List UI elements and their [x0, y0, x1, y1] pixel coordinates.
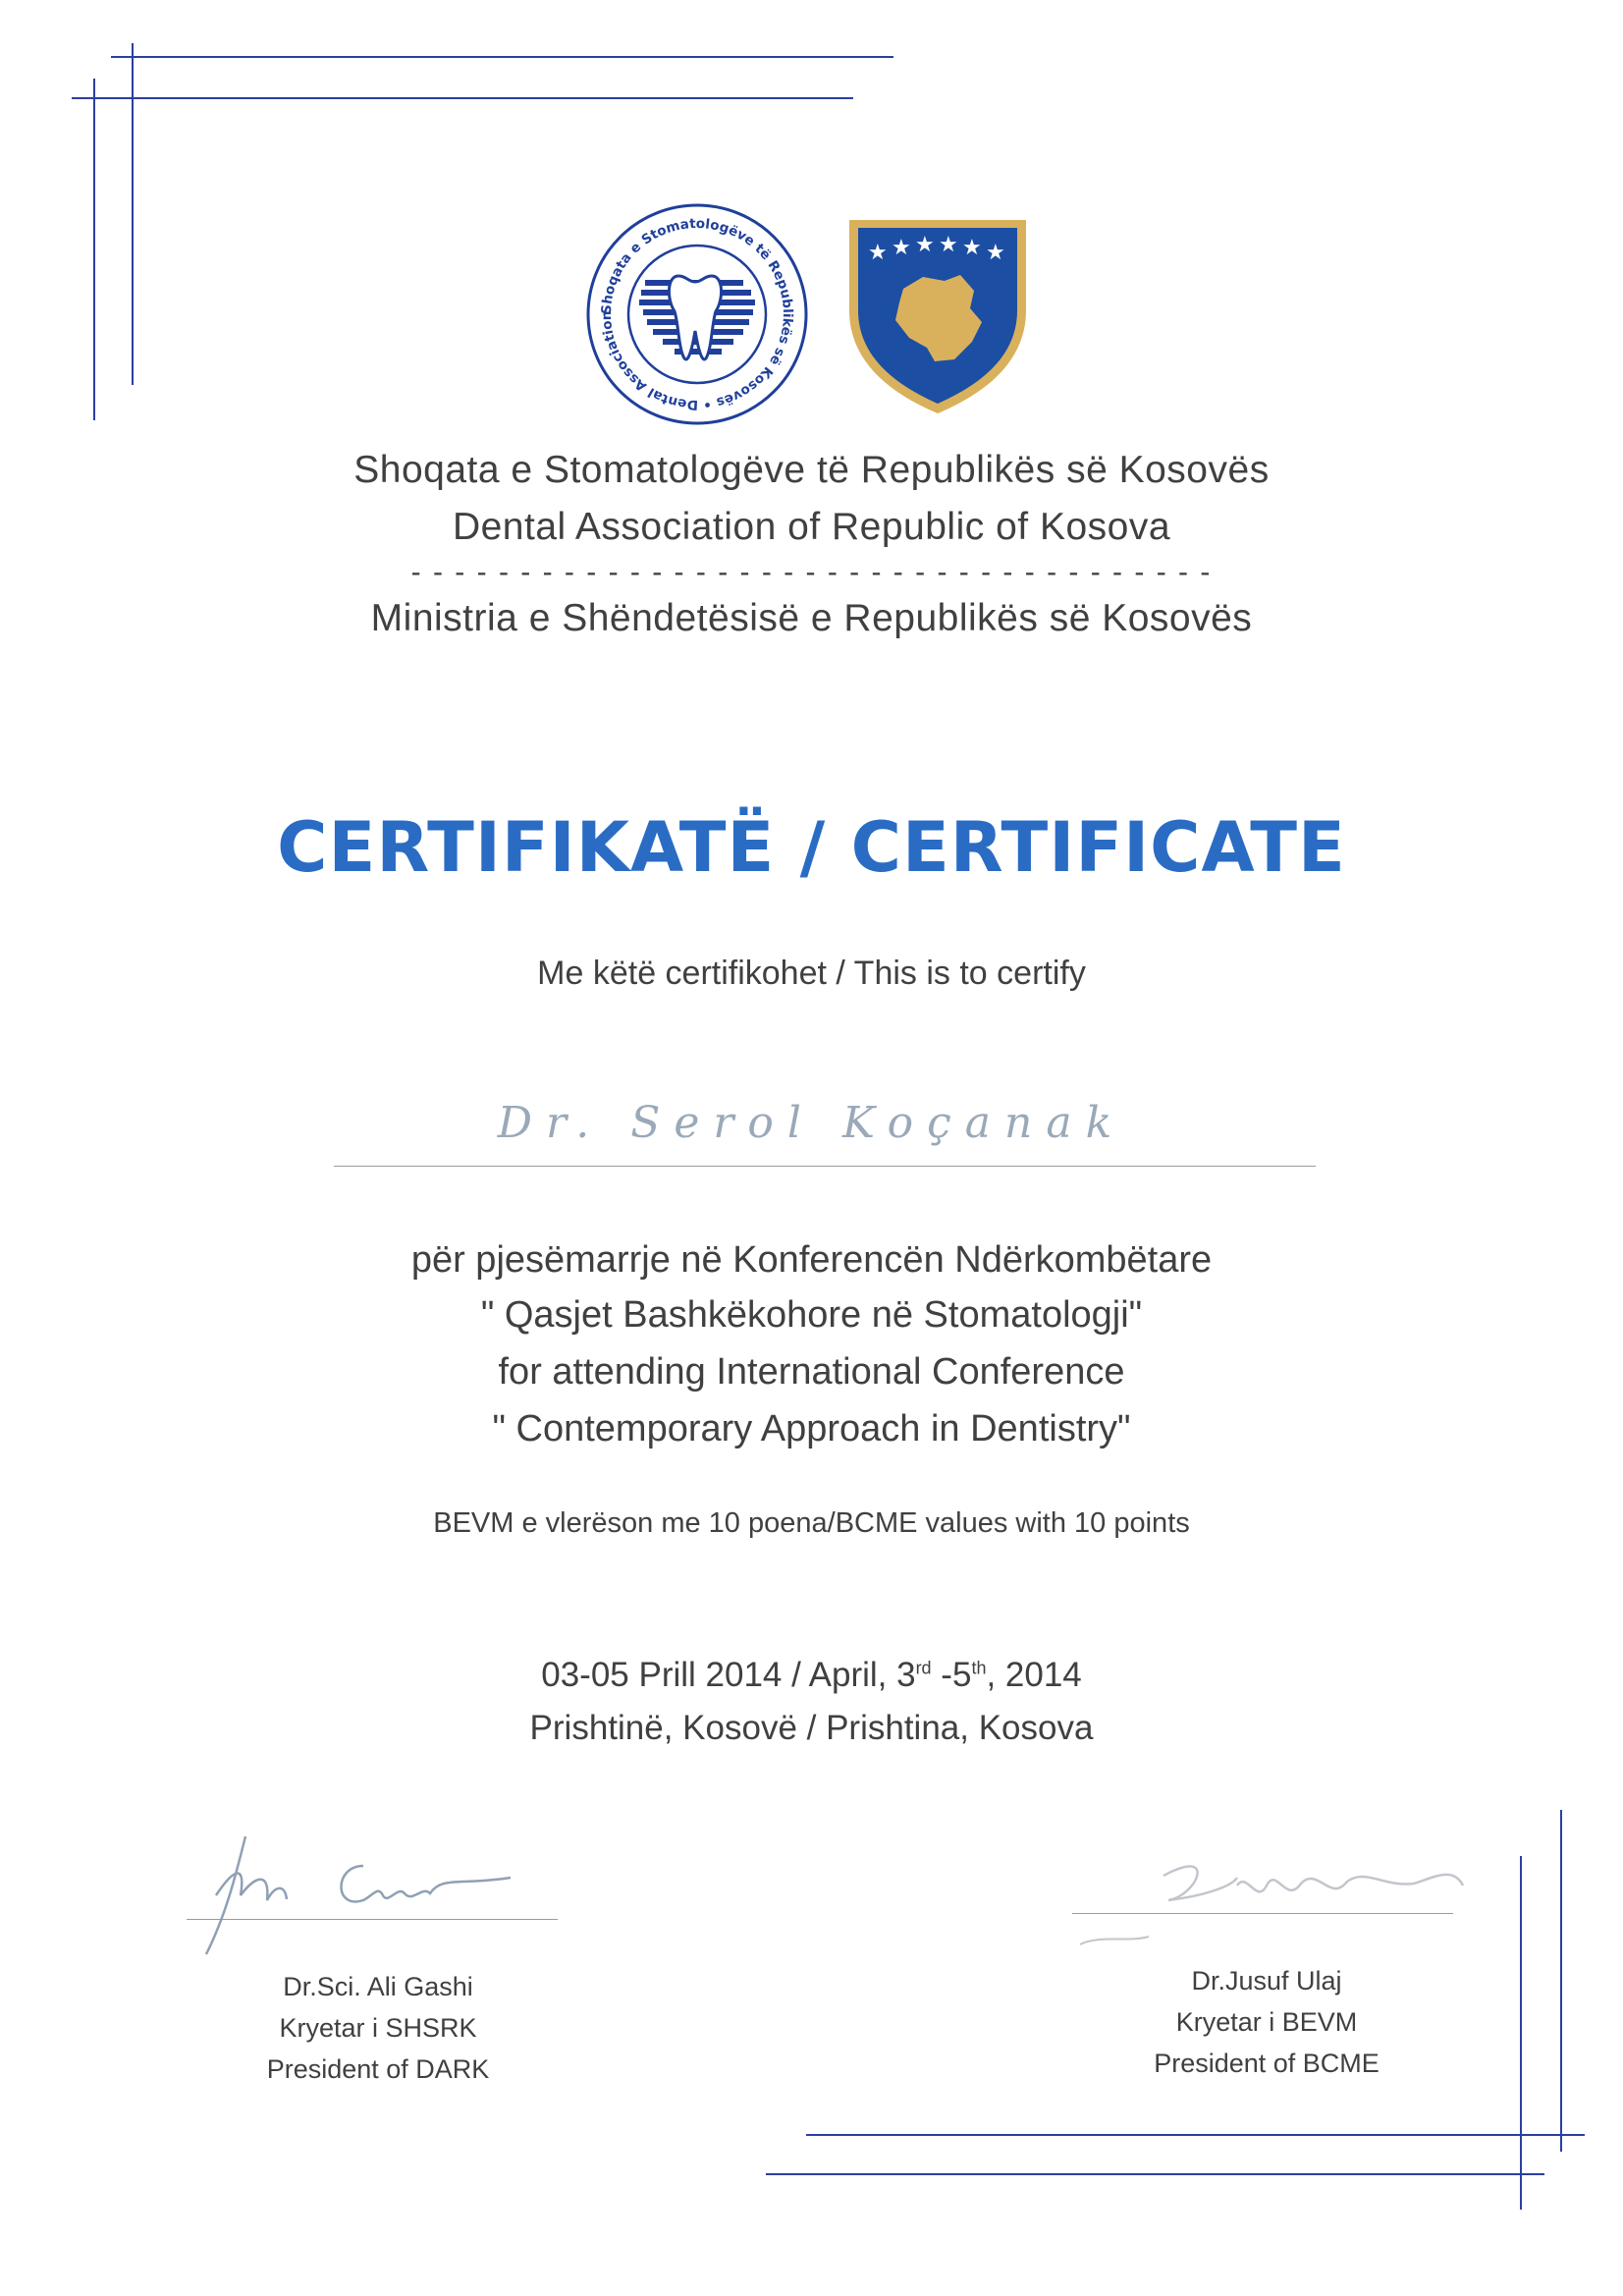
signatory-left-role-en: President of DARK	[266, 2054, 490, 2084]
signature-line-right	[1072, 1913, 1453, 1914]
signature-left	[177, 1817, 569, 1964]
signatory-right-role-sq: Kryetar i BEVM	[1175, 2007, 1358, 2037]
signature-line-left	[187, 1919, 558, 1920]
event-date: 03-05 Prill 2014 / April, 3rd -5th, 2014	[541, 1656, 1082, 1694]
signatory-right-name: Dr.Jusuf Ulaj	[1191, 1966, 1342, 1995]
organization-name-en: Dental Association of Republic of Kosova	[452, 506, 1171, 548]
svg-text:Shoqata e Stomatologëve të Rep: Shoqata e Stomatologëve të Republikës së Kosovës • Dental Association	[598, 215, 796, 413]
kosovo-coat-of-arms-icon	[844, 212, 1031, 418]
svg-text:★: ★	[892, 236, 911, 260]
svg-text:★: ★	[962, 236, 982, 260]
signatory-right	[1085, 1960, 1448, 2084]
frame-line-left-1	[132, 43, 134, 385]
certify-intro: Me këtë certifikohet / This is to certify	[537, 955, 1086, 992]
signatory-right-role-en: President of BCME	[1154, 2049, 1380, 2078]
frame-line-top-2	[72, 97, 853, 99]
svg-text:★: ★	[915, 233, 935, 257]
frame-line-right-1	[1560, 1810, 1562, 2152]
organization-name-sq: Shoqata e Stomatologëve të Republikës së Kosovës	[353, 449, 1270, 491]
ministry-name: Ministria e Shëndetësisë e Republikës së Kosovës	[370, 597, 1253, 639]
conference-name-sq: " Qasjet Bashkëkohore në Stomatologji"	[480, 1294, 1143, 1336]
signatory-left-name: Dr.Sci. Ali Gashi	[283, 1972, 473, 2001]
frame-line-top-1	[111, 56, 893, 58]
signatory-left-role-sq: Kryetar i SHSRK	[279, 2013, 477, 2043]
heading-separator: - - - - - - - - - - - - - - - - - - - - - - - - - - - - - - - - - - - - -	[410, 556, 1213, 588]
event-place: Prishtinë, Kosovë / Prishtina, Kosova	[529, 1709, 1094, 1747]
signature-right	[1060, 1827, 1492, 1974]
cme-points: BEVM e vlerëson me 10 poena/BCME values with 10 points	[433, 1507, 1190, 1539]
frame-line-left-2	[93, 79, 95, 420]
svg-text:★: ★	[939, 233, 958, 257]
frame-line-bottom-2	[766, 2173, 1544, 2175]
frame-line-right-2	[1520, 1856, 1522, 2210]
participation-line-sq: për pjesëmarrje në Konferencën Ndërkombëtare	[410, 1239, 1213, 1281]
dental-association-seal	[584, 201, 810, 427]
svg-text:★: ★	[986, 241, 1005, 265]
recipient-name-handwritten: Dr. Serol Koçanak	[497, 1098, 1126, 1148]
participation-line-en: for attending International Conference	[498, 1351, 1125, 1393]
signatory-left	[196, 1966, 560, 2090]
tooth-map-icon	[584, 201, 810, 427]
kosovo-coat-of-arms	[844, 212, 1031, 418]
certificate-title: CERTIFIKATË / CERTIFICATE	[277, 807, 1346, 888]
frame-line-bottom-1	[806, 2134, 1585, 2136]
recipient-underline	[334, 1166, 1316, 1167]
conference-name-en: " Contemporary Approach in Dentistry"	[492, 1408, 1131, 1449]
svg-text:★: ★	[868, 241, 888, 265]
